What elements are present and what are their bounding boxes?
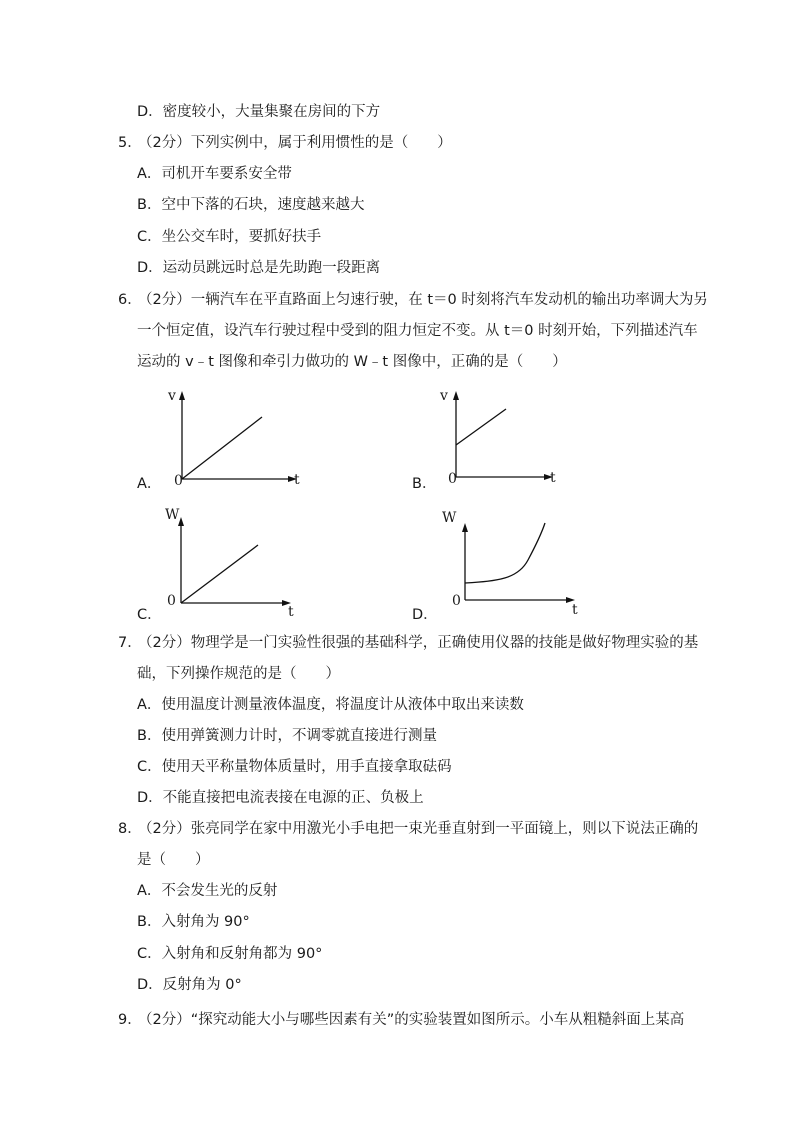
- q7-option-a: A．使用温度计测量液体温度，将温度计从液体中取出来读数: [137, 697, 524, 713]
- q6-graph-a-curve: [182, 417, 262, 479]
- q6-graph-d: [438, 505, 588, 620]
- q8-option-a: A．不会发生光的反射: [137, 883, 278, 899]
- q6-graph-c-curve: [181, 545, 258, 603]
- q6-graph-c-label: C．: [137, 607, 162, 623]
- q6-graph-d-label: D．: [412, 607, 438, 623]
- q5-number: 5．: [118, 135, 142, 151]
- q6-graph-d-origin: 0: [452, 593, 461, 609]
- q6-graph-c-svg: [160, 505, 310, 620]
- q6-graph-d-curve: [465, 523, 545, 583]
- q6-graph-d-y-label: W: [442, 510, 457, 526]
- q6-stem-line-1: （2分）一辆汽车在平直路面上匀速行驶，在 t＝0 时刻将汽车发动机的输出功率调大为另: [138, 292, 708, 308]
- q5-option-a: A．司机开车要系安全带: [137, 166, 292, 182]
- q6-graph-b-label: B．: [412, 476, 437, 492]
- q6-graph-a: [160, 385, 310, 495]
- q6-graph-a-x-label: t: [294, 472, 300, 488]
- q9-stem: （2分）“探究动能大小与哪些因素有关”的实验装置如图所示。小车从粗糙斜面上某高: [138, 1012, 685, 1028]
- q8-stem-line-2: 是（ ）: [137, 852, 210, 868]
- q5-option-d: D．运动员跳远时总是先助跑一段距离: [137, 260, 381, 276]
- q5-option-b: B．空中下落的石块，速度越来越大: [137, 197, 365, 213]
- q7-stem-line-1: （2分）物理学是一门实验性很强的基础科学，正确使用仪器的技能是做好物理实验的基: [138, 635, 699, 651]
- q6-graph-b-x-label: t: [550, 470, 556, 486]
- q6-graph-a-label: A．: [137, 476, 162, 492]
- q5-option-c: C．坐公交车时，要抓好扶手: [137, 229, 322, 245]
- q6-graph-b-svg: [436, 385, 586, 495]
- q6-graph-c-origin: 0: [167, 593, 176, 609]
- q6-graph-a-y-arrow: [179, 391, 185, 400]
- q7-option-d: D．不能直接把电流表接在电源的正、负极上: [137, 790, 424, 806]
- q6-number: 6．: [118, 292, 142, 308]
- q6-stem-line-2: 一个恒定值，设汽车行驶过程中受到的阻力恒定不变。从 t＝0 时刻开始，下列描述汽车: [137, 323, 698, 339]
- q8-stem-line-1: （2分）张亮同学在家中用激光小手电把一束光垂直射到一平面镜上，则以下说法正确的: [138, 821, 699, 837]
- q6-graph-b-y-arrow: [453, 391, 459, 400]
- q6-graph-d-y-arrow: [462, 523, 468, 532]
- q6-stem-line-3: 运动的 v﹣t 图像和牵引力做功的 W﹣t 图像中，正确的是（ ）: [137, 354, 567, 370]
- q6-graph-a-y-label: v: [168, 388, 176, 404]
- q6-graph-b: [436, 385, 586, 495]
- q6-graph-d-x-label: t: [572, 602, 578, 618]
- q9-number: 9．: [118, 1012, 142, 1028]
- q6-graph-c-x-label: t: [288, 604, 294, 620]
- q6-graph-b-y-label: v: [440, 388, 448, 404]
- q8-option-c: C．入射角和反射角都为 90°: [137, 946, 323, 962]
- q7-number: 7．: [118, 635, 142, 651]
- q6-graph-b-curve: [456, 409, 506, 445]
- q7-option-b: B．使用弹簧测力计时，不调零就直接进行测量: [137, 728, 437, 744]
- q8-number: 8．: [118, 821, 142, 837]
- q6-graph-b-origin: 0: [448, 471, 457, 487]
- q7-option-c: C．使用天平称量物体质量时，用手直接拿取砝码: [137, 759, 452, 775]
- q8-option-d: D．反射角为 0°: [137, 977, 242, 993]
- q5-stem: （2分）下列实例中，属于利用惯性的是（ ）: [138, 135, 452, 151]
- q6-graph-c-y-label: W: [165, 507, 180, 523]
- q6-graph-a-origin: 0: [174, 473, 183, 489]
- q6-graph-c: [160, 505, 310, 620]
- q7-stem-line-2: 础，下列操作规范的是（ ）: [137, 666, 340, 682]
- q4-option-d: D．密度较小，大量集聚在房间的下方: [137, 104, 381, 120]
- q8-option-b: B．入射角为 90°: [137, 914, 250, 930]
